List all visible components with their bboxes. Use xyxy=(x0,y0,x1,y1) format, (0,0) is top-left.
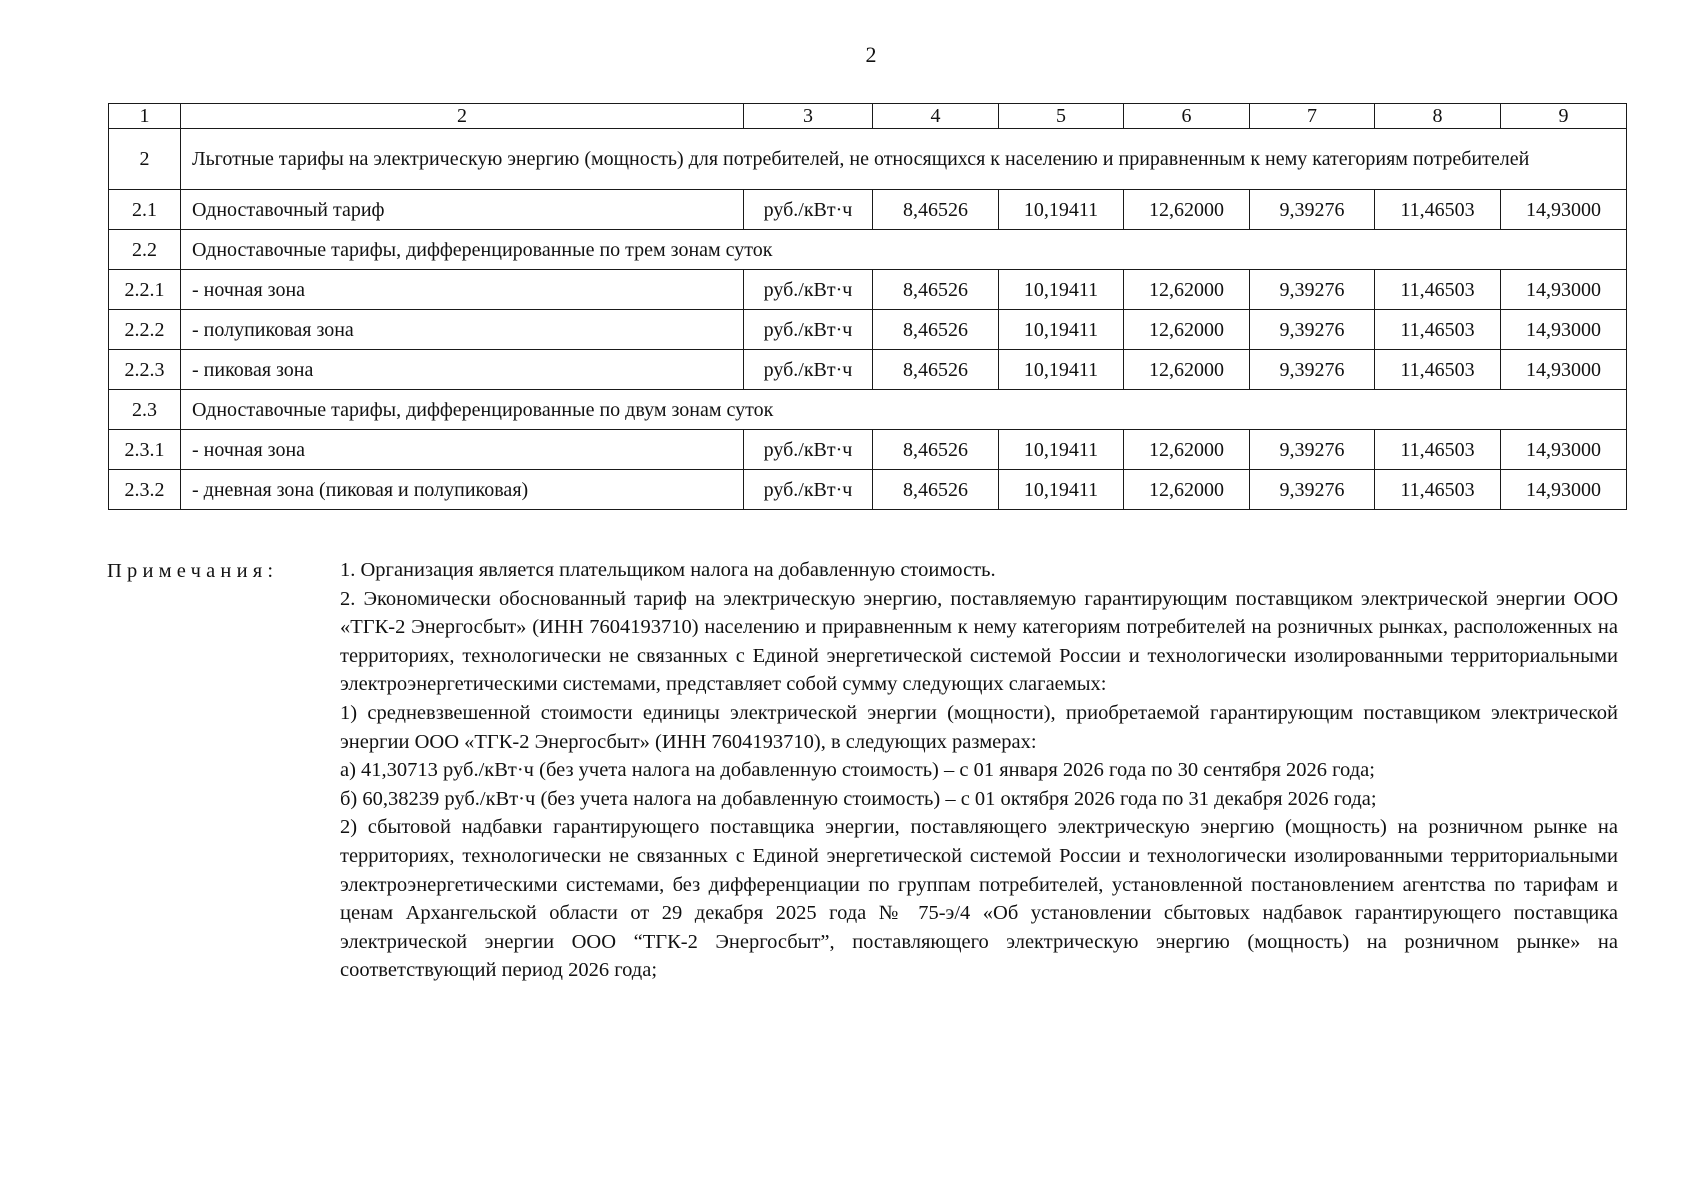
value-cell: 8,46526 xyxy=(873,270,999,310)
row-label: - полупиковая зона xyxy=(181,310,744,350)
notes-body xyxy=(340,556,1618,985)
value-cell: 12,62000 xyxy=(1124,310,1250,350)
table-row xyxy=(109,470,1627,510)
value-cell: 8,46526 xyxy=(873,190,999,230)
value-cell: 9,39276 xyxy=(1250,190,1375,230)
row-number: 2 xyxy=(109,129,181,190)
section-title: Одноставочные тарифы, дифференцированные по трем зонам суток xyxy=(181,230,1627,270)
row-number: 2.2 xyxy=(109,230,181,270)
value-cell: 8,46526 xyxy=(873,430,999,470)
unit-cell: руб./кВт·ч xyxy=(744,270,873,310)
column-number: 8 xyxy=(1375,104,1501,129)
value-cell: 11,46503 xyxy=(1375,310,1501,350)
note-paragraph: 1) средневзвешенной стоимости единицы электрической энергии (мощности), приобретаемой гарантирующим поставщиком электрической энергии ООО «ТГК-2 Энергосбыт» (ИНН 7604193710), в следующих размерах: xyxy=(340,701,1618,753)
value-cell: 12,62000 xyxy=(1124,190,1250,230)
tariff-table xyxy=(108,103,1627,510)
column-number: 1 xyxy=(109,104,181,129)
unit-cell: руб./кВт·ч xyxy=(744,350,873,390)
column-number: 2 xyxy=(181,104,744,129)
page-number: 2 xyxy=(865,42,877,67)
value-cell: 14,93000 xyxy=(1501,270,1627,310)
row-label: Одноставочный тариф xyxy=(181,190,744,230)
table-row xyxy=(109,310,1627,350)
value-cell: 14,93000 xyxy=(1501,470,1627,510)
column-number: 7 xyxy=(1250,104,1375,129)
section-title: Льготные тарифы на электрическую энергию (мощность) для потребителей, не относящихся к населению и приравненным к нему категориям потребителей xyxy=(181,129,1627,190)
value-cell: 12,62000 xyxy=(1124,470,1250,510)
note-paragraph: 2) сбытовой надбавки гарантирующего поставщика энергии, поставляющего электрическую энергию (мощность) на розничном рынке на территориях, технологически не связанных с Единой энергетической системой России и технологически изолированными территориальными электроэнергетическими системами, без дифференциации по группам потребителей, установленной постановлением агентства по тарифам и ценам Архангельской области от 29 декабря 2025 года № 75-э/4 «Об установлении сбытовых надбавок гарантирующего поставщика электрической энергии ООО “ТГК-2 Энергосбыт”, поставляющего электрическую энергию (мощность) на розничном рынке» на соответствующий период 2026 года; xyxy=(340,816,1618,982)
unit-cell: руб./кВт·ч xyxy=(744,430,873,470)
section-title: Одноставочные тарифы, дифференцированные по двум зонам суток xyxy=(181,390,1627,430)
column-number: 6 xyxy=(1124,104,1250,129)
note-paragraph: 1. Организация является плательщиком налога на добавленную стоимость. xyxy=(340,559,996,581)
value-cell: 11,46503 xyxy=(1375,190,1501,230)
value-cell: 9,39276 xyxy=(1250,430,1375,470)
value-cell: 8,46526 xyxy=(873,470,999,510)
section-row xyxy=(109,230,1627,270)
section-row xyxy=(109,129,1627,190)
row-number: 2.2.3 xyxy=(109,350,181,390)
row-number: 2.2.2 xyxy=(109,310,181,350)
table-row xyxy=(109,350,1627,390)
value-cell: 9,39276 xyxy=(1250,350,1375,390)
value-cell: 10,19411 xyxy=(999,190,1124,230)
row-number: 2.2.1 xyxy=(109,270,181,310)
unit-cell: руб./кВт·ч xyxy=(744,190,873,230)
table-header-row xyxy=(109,104,1627,129)
value-cell: 10,19411 xyxy=(999,310,1124,350)
value-cell: 9,39276 xyxy=(1250,270,1375,310)
value-cell: 9,39276 xyxy=(1250,310,1375,350)
value-cell: 10,19411 xyxy=(999,430,1124,470)
section-row xyxy=(109,390,1627,430)
value-cell: 11,46503 xyxy=(1375,270,1501,310)
column-number: 3 xyxy=(744,104,873,129)
note-paragraph: 2. Экономически обоснованный тариф на электрическую энергию, поставляемую гарантирующим поставщиком электрической энергии ООО «ТГК-2 Энергосбыт» (ИНН 7604193710) населению и приравненным к нему категориям потребителей на розничных рынках, расположенных на территориях, технологически не связанных с Единой энергетической системой России и технологически изолированными территориальными электроэнергетическими системами, представляет собой сумму следующих слагаемых: xyxy=(340,587,1618,696)
value-cell: 10,19411 xyxy=(999,470,1124,510)
value-cell: 11,46503 xyxy=(1375,430,1501,470)
value-cell: 14,93000 xyxy=(1501,430,1627,470)
column-number: 4 xyxy=(873,104,999,129)
row-label: - ночная зона xyxy=(181,270,744,310)
unit-cell: руб./кВт·ч xyxy=(744,470,873,510)
row-label: - дневная зона (пиковая и полупиковая) xyxy=(181,470,744,510)
row-number: 2.3.1 xyxy=(109,430,181,470)
value-cell: 12,62000 xyxy=(1124,270,1250,310)
value-cell: 14,93000 xyxy=(1501,310,1627,350)
row-label: - пиковая зона xyxy=(181,350,744,390)
value-cell: 11,46503 xyxy=(1375,350,1501,390)
value-cell: 14,93000 xyxy=(1501,350,1627,390)
column-number: 9 xyxy=(1501,104,1627,129)
value-cell: 10,19411 xyxy=(999,270,1124,310)
row-number: 2.3 xyxy=(109,390,181,430)
column-number: 5 xyxy=(999,104,1124,129)
table-row xyxy=(109,190,1627,230)
table-row xyxy=(109,430,1627,470)
value-cell: 8,46526 xyxy=(873,310,999,350)
value-cell: 10,19411 xyxy=(999,350,1124,390)
row-number: 2.3.2 xyxy=(109,470,181,510)
value-cell: 12,62000 xyxy=(1124,350,1250,390)
unit-cell: руб./кВт·ч xyxy=(744,310,873,350)
note-paragraph: а) 41,30713 руб./кВт·ч (без учета налога на добавленную стоимость) – с 01 января 2026 года по 30 сентября 2026 года; xyxy=(340,759,1375,782)
row-number: 2.1 xyxy=(109,190,181,230)
row-label: - ночная зона xyxy=(181,430,744,470)
note-paragraph: б) 60,38239 руб./кВт·ч (без учета налога на добавленную стоимость) – с 01 октября 2026 года по 31 декабря 2026 года; xyxy=(340,787,1377,810)
value-cell: 11,46503 xyxy=(1375,470,1501,510)
value-cell: 9,39276 xyxy=(1250,470,1375,510)
value-cell: 12,62000 xyxy=(1124,430,1250,470)
value-cell: 8,46526 xyxy=(873,350,999,390)
table-row xyxy=(109,270,1627,310)
notes-label: Примечания: xyxy=(107,560,279,582)
value-cell: 14,93000 xyxy=(1501,190,1627,230)
